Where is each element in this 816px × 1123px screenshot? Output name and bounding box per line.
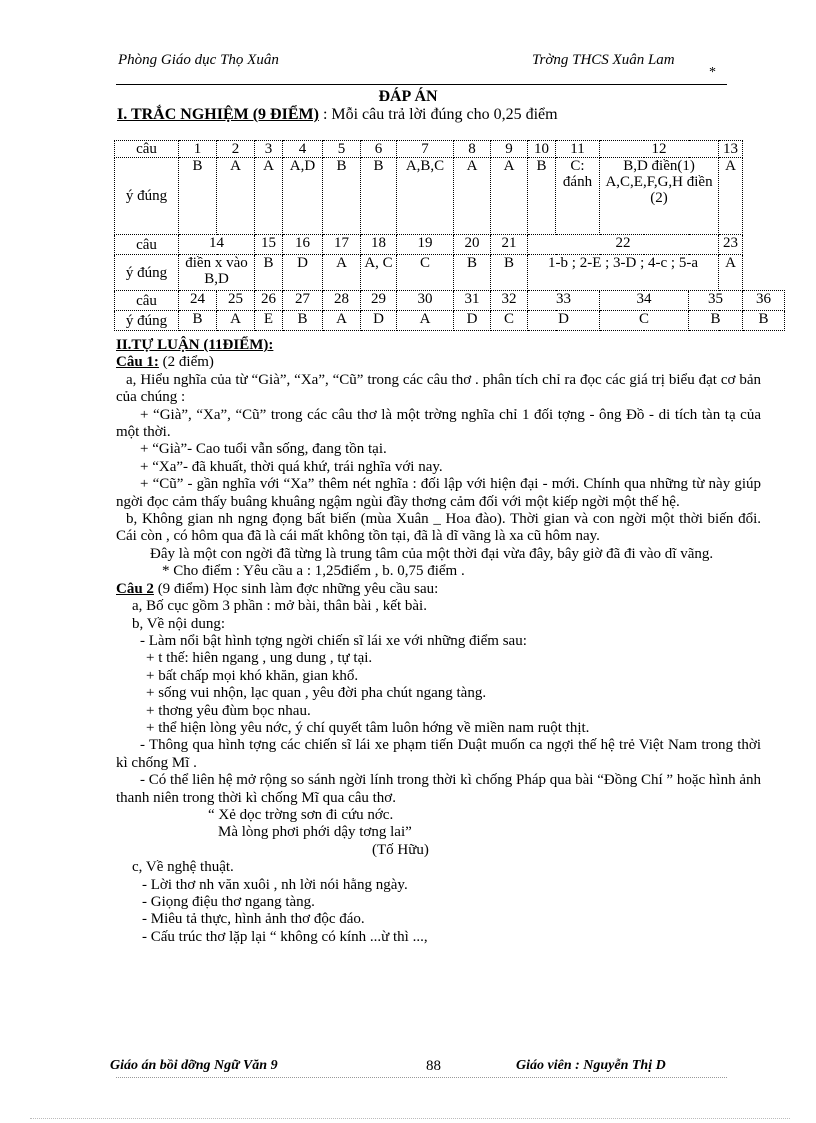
paragraph: + bất chấp mọi khó khăn, gian khổ. [146, 667, 359, 684]
table-cell: C [491, 311, 528, 331]
table-cell: 17 [323, 235, 361, 255]
header-divider [116, 84, 727, 85]
table-cell: 3 [255, 141, 283, 158]
header-left: Phòng Giáo dục Thọ Xuân [118, 52, 279, 68]
paragraph: + thơng yêu đùm bọc nhau. [146, 702, 311, 719]
table-cell: 19 [397, 235, 454, 255]
table-cell: 32 [491, 291, 528, 311]
table-cell: 13 [719, 141, 743, 158]
table-cell: B,D điền(1) A,C,E,F,G,H điền (2) [600, 158, 719, 235]
table-cell: 30 [397, 291, 454, 311]
table-cell: A [217, 311, 255, 331]
table-cell: 31 [454, 291, 491, 311]
paragraph: b, Về nội dung: [132, 615, 226, 632]
table-cell: D [361, 311, 397, 331]
table-cell: E [255, 311, 283, 331]
table-cell: 16 [283, 235, 323, 255]
table-cell: 5 [323, 141, 361, 158]
table-cell: C: đánh [556, 158, 600, 235]
paragraph: + thể hiện lòng yêu nớc, ý chí quyết tâm luôn hớng về miền nam ruột thịt. [146, 719, 590, 736]
table-cell: 22 [528, 235, 719, 255]
table-cell: 36 [743, 291, 785, 311]
footer-right: Giáo viên : Nguyễn Thị D [516, 1058, 666, 1073]
row-label: ý đúng [115, 311, 179, 331]
footer-divider [116, 1077, 727, 1078]
table-cell: A [217, 158, 255, 235]
table-cell: A [255, 158, 283, 235]
table-cell: 25 [217, 291, 255, 311]
paragraph: a, Hiểu nghĩa của từ “Già”, “Xa”, “Cũ” trong các câu thơ . phân tích chỉ ra đọc các giá trị biểu đạt cơ bản của chúng : [116, 371, 761, 406]
table-cell: 20 [454, 235, 491, 255]
page-edge [30, 1118, 790, 1119]
paragraph: c, Về nghệ thuật. [132, 859, 234, 876]
paragraph: + “Già”- Cao tuổi vẫn sống, đang tồn tại. [140, 441, 387, 458]
poem-line: “ Xẻ dọc trờng sơn đi cứu nớc. [208, 806, 394, 823]
table-cell: C [600, 311, 689, 331]
paragraph: + sống vui nhộn, lạc quan , yêu đời pha chút ngang tàng. [146, 685, 487, 702]
table-cell: A [491, 158, 528, 235]
table-cell: 4 [283, 141, 323, 158]
table-cell: B [283, 311, 323, 331]
table-row [115, 141, 785, 158]
paragraph: * Cho điểm : Yêu cầu a : 1,25điểm , b. 0,75 điểm . [162, 563, 465, 580]
table-cell: 33 [528, 291, 600, 311]
table-cell: A,B,C [397, 158, 454, 235]
paragraph: b, Không gian nh ngng đọng bất biến (mùa Xuân _ Hoa đào). Thời gian và con ngời một thời biến đổi. Cái còn , có hôm qua đã là cái mất không tồn tại, đã là dĩ vãng là xa cũ hôm nay. [116, 511, 761, 545]
paragraph: - Cấu trúc thơ lặp lại “ không có kính ...ừ thì ..., [142, 928, 428, 945]
table-cell: 9 [491, 141, 528, 158]
row-label: câu [115, 235, 179, 255]
row-label: ý đúng [115, 255, 179, 291]
table-cell: 23 [719, 235, 743, 255]
table-cell: 1-b ; 2-E ; 3-D ; 4-c ; 5-a [528, 255, 719, 291]
table-cell: 24 [179, 291, 217, 311]
paragraph: - Thông qua hình tợng các chiến sĩ lái xe phạm tiến Duật muốn ca ngợi thế hệ trẻ Việt Nam trong thời kì chống Mĩ . [116, 737, 761, 771]
paragraph: - Có thể liên hệ mở rộng so sánh ngời lính trong thời kì chống Pháp qua bài “Đồng Chí ” hoặc hình ảnh thanh niên trong thời kì chống Mĩ qua câu thơ. [116, 772, 761, 806]
paragraph: - Giọng điệu thơ ngang tàng. [142, 894, 315, 910]
section2-heading: II.TỰ LUẬN (11ĐIỂM): [116, 337, 274, 353]
table-cell: B [528, 158, 556, 235]
table-row [115, 291, 785, 311]
row-label: câu [115, 291, 179, 311]
section1-label: I. TRẮC NGHIỆM (9 ĐIỂM) [117, 106, 319, 123]
question2-intro: (9 điểm) Học sinh làm đợc những yêu cầu sau: [153, 580, 439, 597]
paragraph: + t thế: hiên ngang , ung dung , tự tại. [146, 650, 373, 667]
paragraph: - Làm nổi bật hình tợng ngời chiến sĩ lái xe với những điểm sau: [140, 632, 527, 649]
table-cell: B [689, 311, 743, 331]
row-label: câu [115, 141, 179, 158]
table-cell: 35 [689, 291, 743, 311]
essay-section [116, 337, 761, 946]
table-cell: 1 [179, 141, 217, 158]
page-number: 88 [426, 1058, 441, 1074]
table-cell: điền x vào B,D [179, 255, 255, 291]
paragraph: - Miêu tả thực, hình ảnh thơ độc đáo. [142, 911, 365, 928]
table-cell: 21 [491, 235, 528, 255]
question1-points: (2 điểm) [158, 354, 214, 371]
table-cell: A, C [361, 255, 397, 291]
table-cell: 8 [454, 141, 491, 158]
question2-heading [116, 581, 761, 598]
poem-author: (Tố Hữu) [372, 841, 429, 858]
table-cell: D [283, 255, 323, 291]
table-row [115, 235, 785, 255]
paragraph: a, Bố cục gồm 3 phần : mở bài, thân bài , kết bài. [132, 598, 427, 615]
paragraph: + “Cũ” - gần nghĩa với “Xa” thêm nét nghĩa : đối lập với hiện đại - mới. Chính qua những từ này giúp ngời đọc cảm thấy buâng khuâng ngậm ngùi đầy thơng cảm đối với một kiếp ngời một thế hệ. [116, 476, 761, 510]
table-cell: B [454, 255, 491, 291]
table-cell: 12 [600, 141, 719, 158]
table-cell: 6 [361, 141, 397, 158]
question1-heading [116, 354, 761, 371]
table-cell: B [179, 158, 217, 235]
row-label: ý đúng [115, 158, 179, 235]
table-cell: 10 [528, 141, 556, 158]
table-cell: A [454, 158, 491, 235]
question2-label: Câu 2 [116, 580, 154, 597]
paragraph: - Lời thơ nh văn xuôi , nh lời nói hằng ngày. [142, 876, 408, 893]
table-cell: 11 [556, 141, 600, 158]
table-cell: B [323, 158, 361, 235]
table-cell: 27 [283, 291, 323, 311]
table-cell: C [397, 255, 454, 291]
paragraph: + “Xa”- đã khuất, thời quá khứ, trái nghĩa với nay. [140, 458, 443, 475]
section1-heading [117, 106, 558, 124]
section1-text: : Mỗi câu trả lời đúng cho 0,25 điểm [318, 106, 558, 123]
table-cell: 2 [217, 141, 255, 158]
page-title: ĐÁP ÁN [378, 88, 438, 105]
table-cell: A [323, 311, 361, 331]
table-cell: 14 [179, 235, 255, 255]
header-right: Trờng THCS Xuân Lam [532, 52, 675, 68]
table-row [115, 311, 785, 331]
question1-label: Câu 1: [116, 354, 159, 371]
answer-table [114, 140, 785, 331]
table-cell: A [397, 311, 454, 331]
table-cell: 7 [397, 141, 454, 158]
footer-left: Giáo án bồi dỡng Ngữ Văn 9 [110, 1058, 278, 1073]
table-cell: B [179, 311, 217, 331]
table-cell: 15 [255, 235, 283, 255]
table-row [115, 158, 785, 235]
table-cell: D [454, 311, 491, 331]
paragraph: + “Già”, “Xa”, “Cũ” trong các câu thơ là một trờng nghĩa chỉ 1 đối tợng - ông Đồ - di tích tàn tạ của một thời. [116, 406, 761, 441]
table-cell: B [361, 158, 397, 235]
poem-line: Mà lòng phơi phới dậy tơng lai” [218, 824, 412, 841]
table-cell: A [719, 255, 743, 291]
table-cell: 28 [323, 291, 361, 311]
table-cell: B [743, 311, 785, 331]
paragraph: Đây là một con ngời đã từng là trung tâm của một thời đại vừa đây, bây giờ đã đi vào dĩ vãng. [150, 545, 714, 562]
table-cell: 26 [255, 291, 283, 311]
table-cell: A [323, 255, 361, 291]
table-cell: B [491, 255, 528, 291]
table-cell: B [255, 255, 283, 291]
table-cell: D [528, 311, 600, 331]
header-star: * [709, 65, 716, 80]
table-cell: A,D [283, 158, 323, 235]
table-cell: A [719, 158, 743, 235]
table-cell: 34 [600, 291, 689, 311]
table-cell: 18 [361, 235, 397, 255]
table-row [115, 255, 785, 291]
table-cell: 29 [361, 291, 397, 311]
